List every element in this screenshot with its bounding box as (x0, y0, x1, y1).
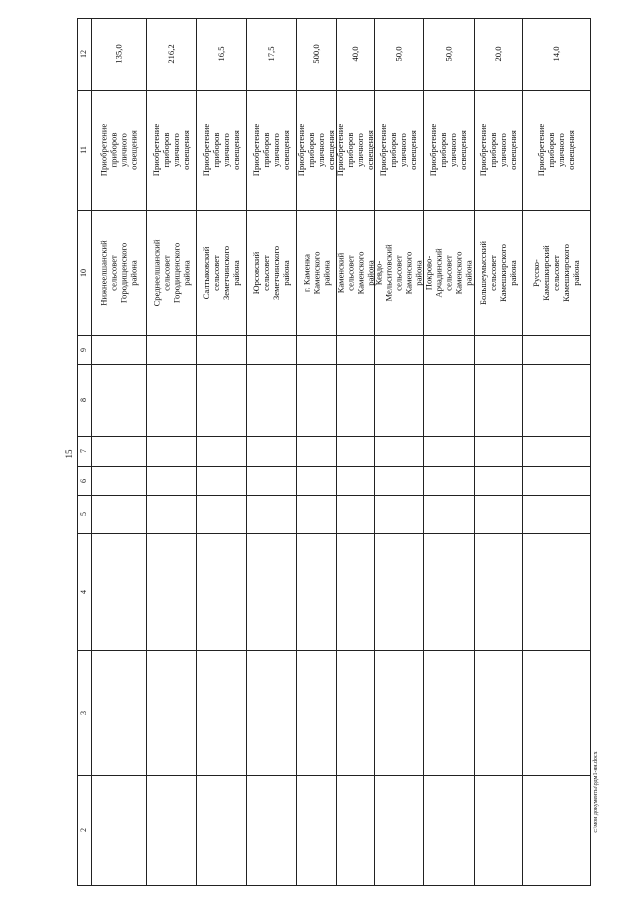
purpose-cell-text: Приобретение приборов уличного освещения (201, 123, 241, 177)
amount-cell (374, 18, 423, 90)
recipient-cell-text: Покрово- Арчадинский сельсовет Каменского района (423, 247, 474, 298)
header-cell-text: 4 (79, 589, 88, 594)
header-cell (77, 650, 91, 775)
amount-cell (522, 18, 590, 90)
header-cell-text: 10 (79, 268, 88, 277)
purpose-cell-text: Приобретение приборов уличного освещения (428, 123, 469, 177)
recipient-cell (146, 210, 196, 335)
purpose-cell-text: Приобретение приборов уличного освещения (98, 123, 139, 177)
recipient-cell (336, 210, 374, 335)
table-column-divider (77, 650, 591, 651)
purpose-cell (336, 90, 374, 210)
table-column-divider (77, 335, 591, 336)
header-cell (77, 335, 91, 364)
amount-cell-text: 14,0 (551, 46, 561, 62)
recipient-cell-text: Салтыковский сельсовет Земетчинского района (201, 245, 242, 300)
header-cell-text: 7 (79, 449, 88, 453)
recipient-cell-text: Кевдо- Мельситовский сельсовет Каменского района (373, 243, 424, 302)
table-column-divider (77, 364, 591, 365)
purpose-cell (423, 90, 474, 210)
amount-cell (246, 18, 296, 90)
header-cell-text: 6 (79, 478, 88, 483)
recipient-cell-text: Большеумысский сельсовет Камешкирского района (478, 240, 519, 305)
header-cell (77, 436, 91, 466)
page-number: 15 (64, 449, 74, 459)
table-column-divider (77, 466, 591, 467)
recipient-cell (474, 210, 522, 335)
recipient-cell (91, 210, 146, 335)
recipient-cell-text: Каменский сельсовет Каменского района (335, 251, 375, 294)
amount-cell-text: 17,5 (266, 46, 276, 62)
header-cell (77, 466, 91, 495)
purpose-cell (374, 90, 423, 210)
header-cell (77, 210, 91, 335)
header-cell-text: 11 (79, 146, 88, 154)
amount-cell (91, 18, 146, 90)
amount-cell-text: 216,2 (166, 44, 176, 64)
purpose-cell-text: Приобретение приборов уличного освещения (151, 123, 191, 177)
amount-cell-text: 16,5 (216, 46, 226, 62)
amount-cell (336, 18, 374, 90)
header-cell-text: 8 (79, 398, 88, 402)
recipient-cell-text: Юрсовский сельсовет Земетчинского района (251, 245, 292, 300)
purpose-cell (522, 90, 590, 210)
header-cell-text: 3 (79, 710, 88, 715)
amount-cell-text: 50,0 (393, 46, 404, 62)
recipient-cell-text: г. Каменка Каменского района (301, 251, 331, 294)
purpose-cell-text: Приобретение приборов уличного освещения (296, 123, 336, 177)
recipient-cell (374, 210, 423, 335)
header-cell (77, 90, 91, 210)
table-row-divider (590, 18, 591, 885)
header-cell (77, 364, 91, 436)
recipient-cell (522, 210, 590, 335)
table-column-divider (77, 533, 591, 534)
header-cell (77, 775, 91, 885)
amount-cell (474, 18, 522, 90)
header-cell (77, 533, 91, 650)
recipient-cell (296, 210, 336, 335)
purpose-cell-text: Приобретение приборов уличного освещения (378, 123, 419, 177)
file-path: c:\мои документы\рдм1-ян.docx (593, 751, 599, 833)
purpose-cell-text: Приобретение приборов уличного освещения (335, 123, 375, 177)
table-column-divider (77, 885, 591, 886)
table-column-divider (77, 495, 591, 496)
recipient-cell-text: Русско- Камешкирский сельсовет Камешкирского района (531, 243, 581, 302)
amount-cell-text: 20,0 (493, 46, 503, 62)
header-cell-text: 12 (79, 50, 88, 58)
purpose-cell (474, 90, 522, 210)
amount-cell (423, 18, 474, 90)
header-cell-text: 9 (79, 347, 88, 352)
header-cell-text: 5 (79, 512, 88, 516)
purpose-cell (91, 90, 146, 210)
recipient-cell (246, 210, 296, 335)
purpose-cell (146, 90, 196, 210)
purpose-cell-text: Приобретение приборов уличного освещения (536, 123, 576, 177)
purpose-cell (246, 90, 296, 210)
header-cell-text: 2 (79, 828, 88, 832)
amount-cell (196, 18, 246, 90)
table-column-divider (77, 436, 591, 437)
amount-cell-text: 40,0 (350, 46, 360, 62)
recipient-cell (196, 210, 246, 335)
header-cell (77, 18, 91, 90)
recipient-cell-text: Нижнеелшанский сельсовет Городищенского района (98, 239, 139, 306)
amount-cell (146, 18, 196, 90)
amount-cell (296, 18, 336, 90)
purpose-cell-text: Приобретение приборов уличного освещения (478, 123, 518, 177)
purpose-cell (196, 90, 246, 210)
purpose-cell (296, 90, 336, 210)
amount-cell-text: 500,0 (311, 44, 321, 64)
table-column-divider (77, 775, 591, 776)
header-cell (77, 495, 91, 533)
purpose-cell-text: Приобретение приборов уличного освещения (251, 123, 291, 177)
amount-cell-text: 50,0 (443, 46, 454, 62)
amount-cell-text: 135,0 (113, 44, 124, 64)
recipient-cell (423, 210, 474, 335)
recipient-cell-text: Среднеелшанский сельсовет Городищенского района (151, 239, 191, 306)
